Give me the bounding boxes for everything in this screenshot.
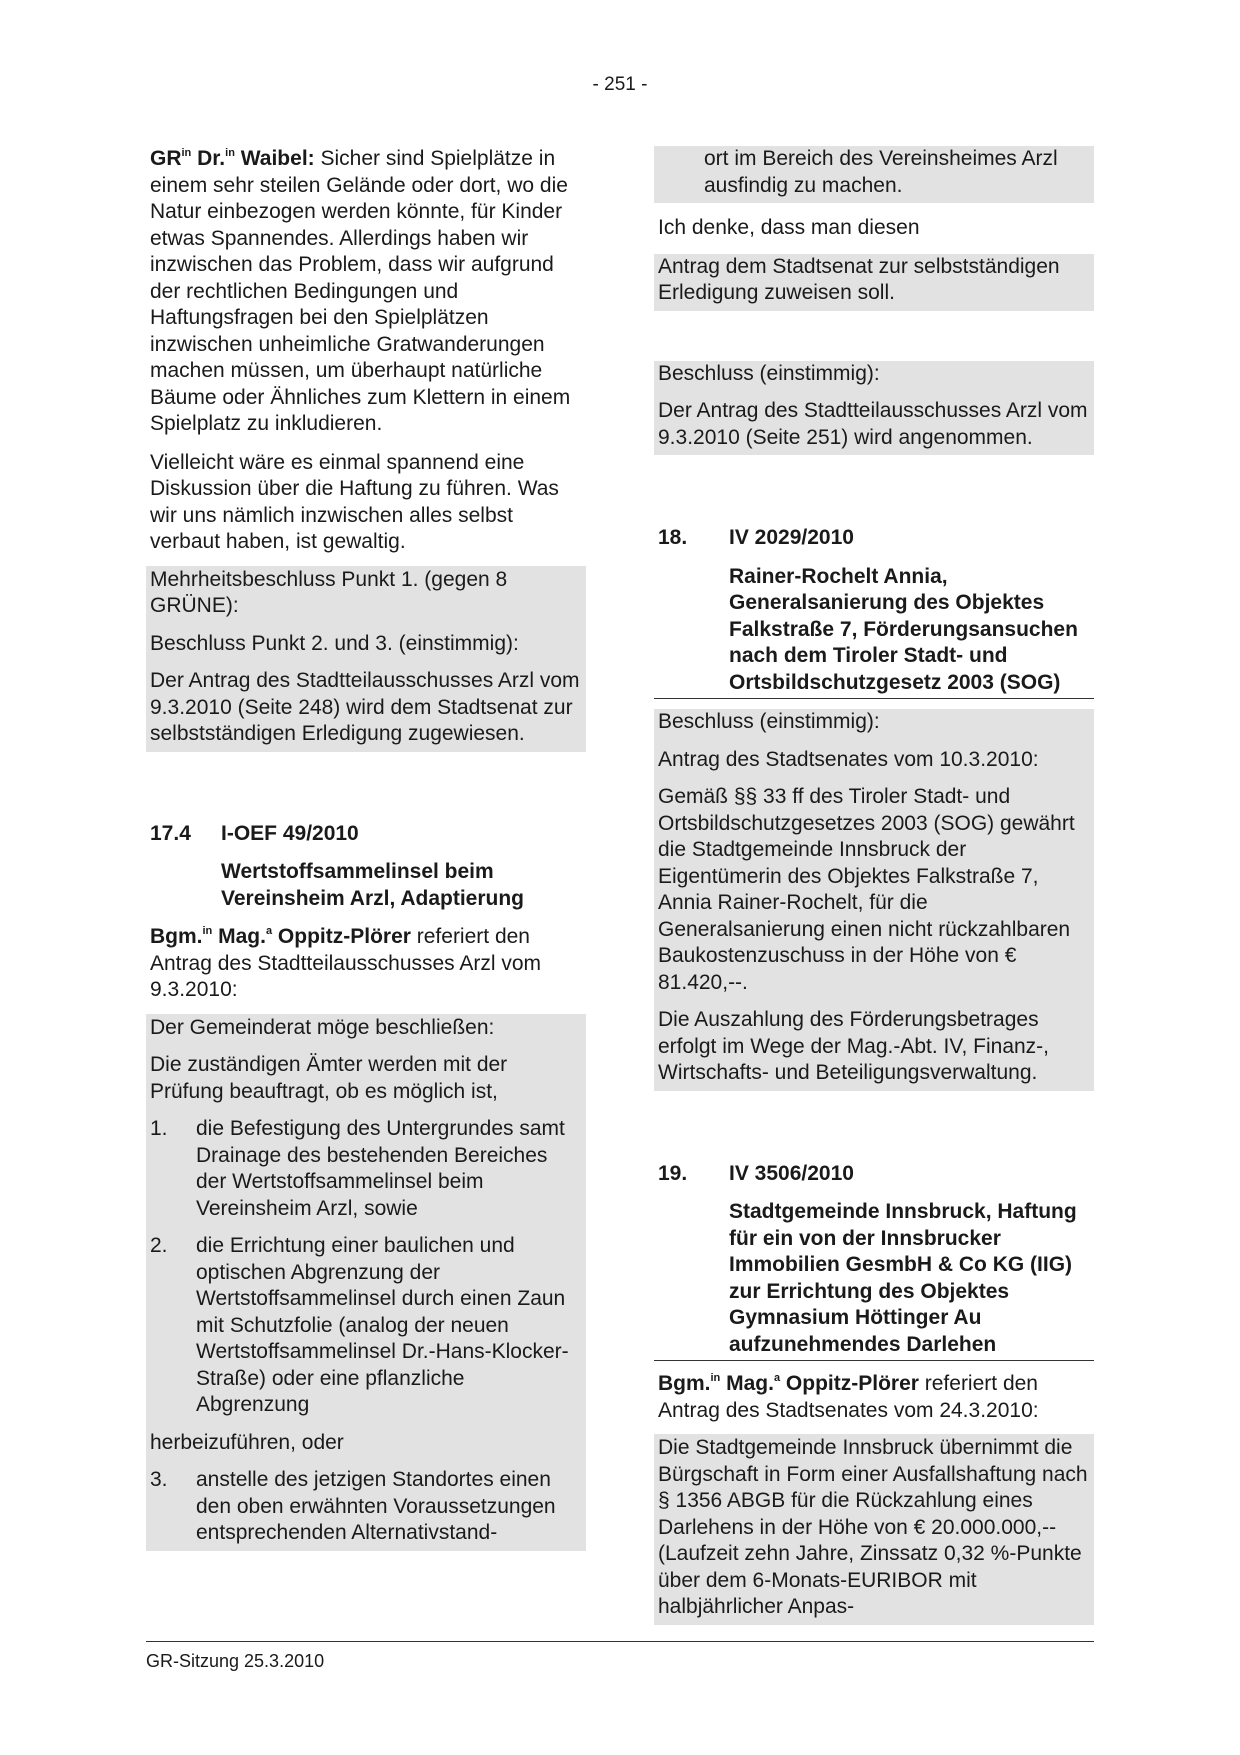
motion-continuation: [654, 254, 1094, 311]
motion-continuation-text: ort im Bereich des Vereinsheimes Arzl ausfindig zu machen.: [704, 147, 1058, 197]
resolution-text: Der Antrag des Stadtteilausschusses Arzl vom 9.3.2010 (Seite 251) wird angenommen.: [658, 399, 1088, 449]
list-item: [146, 1116, 586, 1233]
agenda-item-19-header: [654, 1161, 1094, 1188]
resolution-unanimous: Beschluss Punkt 2. und 3. (einstimmig):: [150, 631, 519, 655]
agenda-item-18-header: [654, 525, 1094, 552]
agenda-item-number: 18.: [658, 526, 688, 549]
speech-text: referiert den Antrag des Stadtteilausschusses Arzl vom 9.3.2010:: [150, 925, 542, 1001]
agenda-item-code: IV 3506/2010: [729, 1161, 854, 1185]
agenda-item-code: I-OEF 49/2010: [221, 821, 359, 845]
speech-text: referiert den Antrag des Stadtsenates vom 24.3.2010:: [658, 1372, 1039, 1422]
list-text: die Errichtung einer baulichen und optischen Abgrenzung der Wertstoffsammelinsel durch einen Zaun mit Schutzfolie (analog der neuen Wertstoffsammelinsel Dr.-Hans-Klocker-Straße) oder eine pflanzliche Abgrenzung: [196, 1234, 569, 1416]
motion-text: herbeizuführen, oder: [150, 1430, 344, 1454]
speaker-oppitz-paragraph: [146, 924, 586, 1004]
motion-intro: Der Gemeinderat möge beschließen:: [150, 1015, 495, 1039]
resolution-unanimous: Beschluss (einstimmig):: [658, 710, 880, 733]
list-item: [146, 1233, 586, 1430]
agenda-item-title: Wertstoffsammelinsel beim Vereinsheim Arzl, Adaptierung: [221, 860, 525, 910]
resolution-text: Die Auszahlung des Förderungsbetrages erfolgt im Wege der Mag.-Abt. IV, Finanz-, Wirtschafts- und Beteiligungsverwaltung.: [658, 1008, 1050, 1084]
list-number: 3.: [150, 1468, 168, 1491]
page-number: - 251 -: [592, 74, 648, 95]
resolution-block: [654, 361, 1094, 456]
list-text: anstelle des jetzigen Standortes einen den oben erwähnten Voraussetzungen entsprechenden Alternativstand-: [196, 1468, 556, 1544]
resolution-majority: Mehrheitsbeschluss Punkt 1. (gegen 8 GRÜNE):: [150, 567, 508, 617]
agenda-item-title: Rainer-Rochelt Annia, Generalsanierung des Objektes Falkstraße 7, Förderungsansuchen nach dem Tiroler Stadt- und Ortsbildschutzgesetz 2003 (SOG): [654, 564, 1094, 700]
speaker-name: $GR^{in}$ Dr.$^{in}$ Waibel:: [150, 147, 315, 170]
agenda-item-number: 17.4: [150, 821, 191, 845]
list-item: [146, 1467, 586, 1551]
agenda-item-code: IV 2029/2010: [729, 526, 854, 549]
motion-block: [146, 1014, 586, 1551]
speaker-oppitz-paragraph: [654, 1371, 1094, 1424]
footer-divider: [146, 1641, 1094, 1642]
motion-intro: Antrag des Stadtsenates vom 10.3.2010:: [658, 747, 1039, 771]
motion-block: [654, 1434, 1094, 1625]
footer-session-date: GR-Sitzung 25.3.2010: [146, 1651, 325, 1671]
speech-paragraph: Ich denke, dass man diesen: [658, 216, 920, 239]
list-number: 2.: [150, 1234, 168, 1257]
speech-text: Sicher sind Spielplätze in einem sehr steilen Gelände oder dort, wo die Natur einbezogen werden könnte, für Kinder etwas Spannendes. Allerdings haben wir inzwischen das Problem, dass wir aufgrund der rechtlichen Bedingungen und Haftungsfragen bei den Spielplätzen inzwischen unheimliche Gratwanderungen machen müssen, um überhaupt natürliche Bäume oder Ähnliches zum Klettern in einem Spielplatz zu inkludieren.: [150, 147, 571, 435]
list-number: 1.: [150, 1117, 168, 1140]
right-column: [654, 146, 1094, 1625]
resolution-text: Der Antrag des Stadtteilausschusses Arzl vom 9.3.2010 (Seite 248) wird dem Stadtsenat zur selbstständigen Erledigung zugewiesen.: [150, 669, 580, 745]
agenda-item-17-4-header: [146, 821, 586, 848]
speech-paragraph: Vielleicht wäre es einmal spannend eine Diskussion über die Haftung zu führen. Was wir uns nämlich inzwischen alles selbst verbaut haben, ist gewaltig.: [150, 450, 559, 553]
motion-text: Die Stadtgemeinde Innsbruck übernimmt die Bürgschaft in Form einer Ausfallshaftung nach § 1356 ABGB für die Rückzahlung eines Darlehens in der Höhe von € 20.000.000,-- (Laufzeit zehn Jahre, Zinssatz 0,32 %-Punkte über dem 6-Monats-EURIBOR mit halbjährlicher Anpas-: [658, 1436, 1088, 1618]
motion-continuation: [654, 146, 1094, 203]
resolution-unanimous: Beschluss (einstimmig):: [658, 361, 880, 385]
motion-text: Die zuständigen Ämter werden mit der Prüfung beauftragt, ob es möglich ist,: [150, 1053, 508, 1103]
speaker-name: Bgm.$^{in}$ Mag.$^a$ Oppitz-Plörer: [150, 925, 411, 948]
list-text: die Befestigung des Untergrundes samt Drainage des bestehenden Bereiches der Wertstoffsammelinsel beim Vereinsheim Arzl, sowie: [196, 1117, 565, 1220]
agenda-item-title: Stadtgemeinde Innsbruck, Haftung für ein von der Innsbrucker Immobilien GesmbH & Co KG (IIG) zur Errichtung des Objektes Gymnasium Höttinger Au aufzunehmendes Darlehen: [654, 1199, 1094, 1361]
agenda-item-number: 19.: [658, 1161, 688, 1185]
left-column: [146, 146, 586, 1551]
speaker-waibel-paragraph: [146, 146, 586, 438]
resolution-block: [146, 566, 586, 752]
resolution-text: Gemäß §§ 33 ff des Tiroler Stadt- und Ortsbildschutzgesetzes 2003 (SOG) gewährt die Stadtgemeinde Innsbruck der Eigentümerin des Objektes Falkstraße 7, Annia Rainer-Rochelt, für die Generalsanierung einen nicht rückzahlbaren Baukostenzuschuss in der Höhe von € 81.420,--.: [658, 785, 1075, 994]
speaker-name: Bgm.$^{in}$ Mag.$^a$ Oppitz-Plörer: [658, 1372, 919, 1395]
motion-continuation-text: Antrag dem Stadtsenat zur selbstständigen Erledigung zuweisen soll.: [658, 254, 1060, 304]
resolution-block: [654, 709, 1094, 1091]
